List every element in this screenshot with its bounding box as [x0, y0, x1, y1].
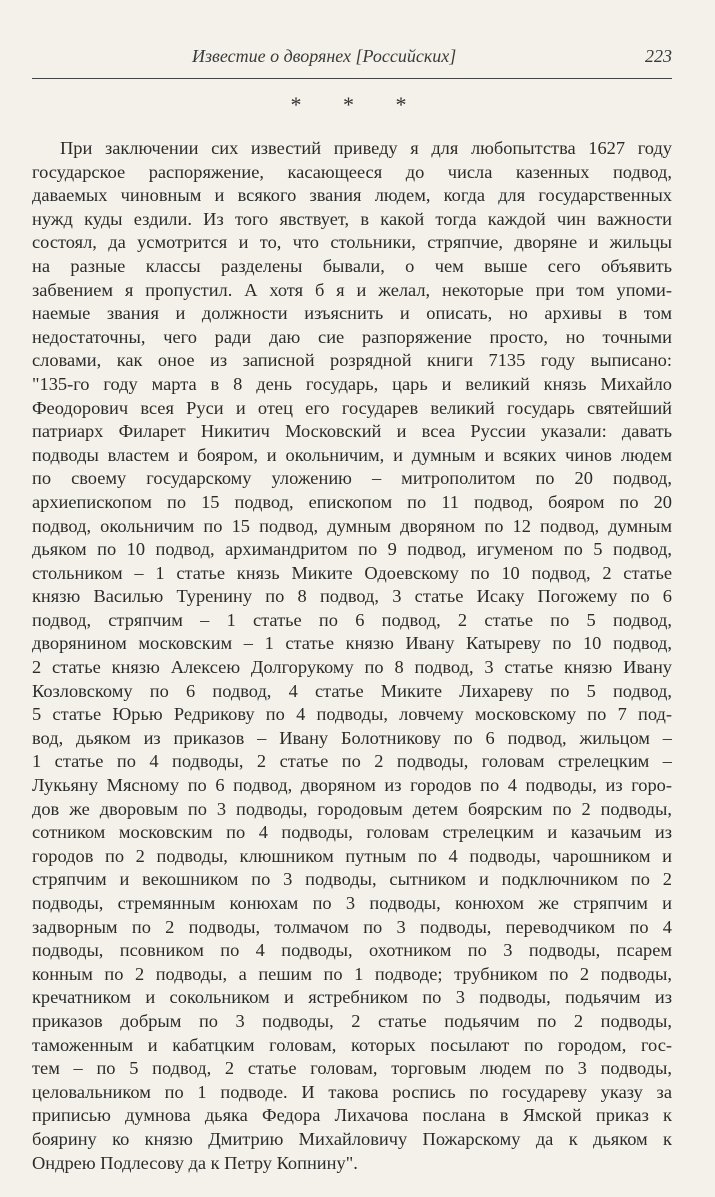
page-number: 223: [645, 46, 672, 66]
text-line: дов же дворовым по 3 подводы, городовым детем боярским по 2 подводы,: [32, 798, 672, 819]
text-line: словами, как оное из записной розрядной книги 7135 году выписано:: [32, 350, 672, 371]
text-line: приписью думнова дьяка Федора Лихачова послана в Ямской приказ к: [32, 1105, 672, 1126]
text-line: подвод, стряпчим – 1 статье по 6 подвод, 2 статье по 5 подвод,: [32, 609, 672, 630]
text-line: дьяком по 10 подвод, архимандритом по 9 подвод, игуменом по 5 подвод,: [32, 539, 672, 560]
text-line: боярину ко князю Дмитрию Михайловичу Пожарскому да к дьяком к: [32, 1128, 672, 1149]
section-asterism: * * *: [290, 92, 425, 117]
text-line: городов по 2 подводы, клюшником путным по 4 подводы, чарошником и: [32, 845, 672, 866]
text-line: Феодорович всея Руси и отец его государев великий государь святейший: [32, 397, 672, 418]
text-line: конным по 2 подводы, а пешим по 1 подводе; трубником по 2 подводы,: [32, 963, 672, 984]
running-head: [32, 46, 672, 70]
text-line: по своему государскому уложению – митрополитом по 20 подвод,: [32, 468, 672, 489]
text-line: архиепископом по 15 подвод, епископом по 11 подвод, бояром по 20: [32, 491, 672, 512]
text-line: недостаточны, чего ради даю сие разпоряжение просто, но точными: [32, 326, 672, 347]
text-line: целовальником по 1 подводе. И такова роспись по государеву указу за: [32, 1081, 672, 1102]
text-line: таможенным и кабатцким головам, которых посылают по городом, гос-: [32, 1034, 672, 1055]
body-paragraph: [32, 137, 672, 1175]
text-line: патриарх Филарет Никитич Московский и всеа Руссии указали: давать: [32, 421, 672, 442]
text-line: стольником – 1 статье князь Миките Одоевскому по 10 подвод, 2 статье: [32, 562, 672, 583]
text-line: "135-го году марта в 8 день государь, царь и великий князь Михайло: [32, 373, 672, 394]
text-line: приказов добрым по 3 подводы, 2 статье подьячим по 2 подводы,: [32, 1010, 672, 1031]
text-line: даваемых чиновным и всякого звания людем, когда для государственных: [32, 185, 672, 206]
header-rule: [32, 78, 672, 79]
text-line: подводы, стремянным конюхам по 3 подводы, конюхом же стряпчим и: [32, 893, 672, 913]
text-line: вод, дьяком из приказов – Ивану Болотникову по 6 подвод, жильцом –: [32, 727, 672, 748]
text-line: подвод, окольничим по 15 подвод, думным дворяном по 12 подвод, думным: [32, 515, 672, 536]
text-line: тем – по 5 подвод, 2 статье головам, торговым людем по 3 подводы,: [32, 1058, 672, 1079]
running-title: Известие о дворянех [Российских]: [192, 46, 457, 66]
text-line: князю Василью Туренину по 8 подвод, 3 статье Исаку Погожему по 6: [32, 586, 672, 607]
text-line: на разные классы разделены бывали, о чем выше сего объявить: [32, 255, 672, 276]
text-line: подводы, псовником по 4 подводы, охотником по 3 подводы, псарем: [32, 940, 672, 961]
text-line: подводы властем и бояром, и окольничим, и думным и всяких чинов людем: [32, 444, 672, 465]
text-line: При заключении сих известий приведу я для любопытства 1627 году: [60, 138, 672, 158]
text-line: 1 статье по 4 подводы, 2 статье по 2 подводы, головам стрелецким –: [32, 751, 672, 772]
text-line: Лукьяну Мясному по 6 подвод, дворяном из городов по 4 подводы, из горо-: [32, 775, 672, 796]
text-line: государское распоряжение, касающееся до числа казенных подвод,: [32, 161, 672, 182]
text-line: задворным по 2 подводы, толмачом по 3 подводы, переводчиком по 4: [32, 916, 672, 937]
text-line: 2 статье князю Алексею Долгорукому по 8 подвод, 3 статье князю Ивану: [32, 657, 672, 678]
text-line: Козловскому по 6 подвод, 4 статье Миките Лихареву по 5 подвод,: [32, 680, 672, 701]
text-line: Ондрею Подлесову да к Петру Копнину".: [32, 1152, 358, 1173]
text-line: сотником московским по 4 подводы, головам стрелецким и казачьим из: [32, 822, 672, 843]
text-line: кречатником и сокольником и ястребником по 3 подводы, подьячим из: [32, 987, 672, 1008]
text-line: наемые звания и должности изъяснить и описать, но архивы в том: [32, 303, 672, 324]
text-line: дворянином московским – 1 статье князю Ивану Катыреву по 10 подвод,: [32, 633, 672, 654]
text-line: забвением я пропустил. А хотя б я и желал, некоторые при том упоми-: [32, 279, 672, 300]
text-line: стряпчим и векошником по 3 подводы, сытником и подключником по 2: [32, 869, 672, 890]
text-line: 5 статье Юрью Редрикову по 4 подводы, ловчему московскому по 7 под-: [32, 704, 672, 725]
text-line: состоял, да усмотрится и то, что стольники, стряпчие, дворяне и жильцы: [32, 232, 672, 253]
text-line: нужд куды ездили. Из того явствует, в какой тогда каждой чин важности: [32, 208, 672, 229]
